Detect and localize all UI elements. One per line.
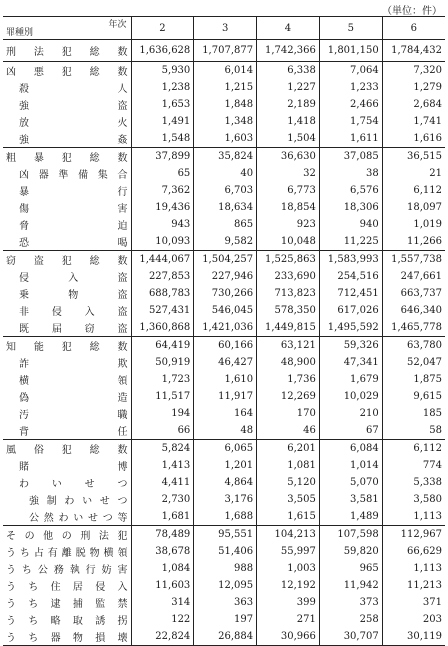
year-header: 2 — [131, 17, 194, 40]
table-row — [3, 594, 445, 611]
value-cell: 11,917 — [194, 388, 257, 405]
row-label: 刑 法 犯 総 数 — [3, 40, 131, 62]
value-cell: 10,048 — [257, 233, 320, 251]
table-row — [3, 182, 445, 199]
value-cell: 12,192 — [257, 577, 320, 594]
value-cell: 646,340 — [400, 305, 442, 316]
table-row — [3, 62, 445, 80]
value-cell: 6,576 — [319, 182, 382, 199]
value-cell: 1,707,877 — [194, 40, 257, 62]
table-row — [3, 457, 445, 474]
row-label: そ の 他 の 刑 法 犯 — [3, 526, 131, 544]
value-cell: 2,466 — [319, 96, 382, 113]
unit-note: （単位：件） — [382, 6, 442, 17]
table-row — [3, 577, 445, 594]
row-label: 詐 欺 — [3, 354, 131, 371]
value-cell: 2,730 — [131, 491, 194, 508]
value-cell: 988 — [194, 560, 257, 577]
value-cell: 203 — [422, 614, 442, 625]
value-cell: 943 — [131, 216, 194, 233]
value-cell: 227,853 — [131, 268, 194, 285]
table-body — [3, 40, 445, 646]
value-cell: 1,014 — [319, 457, 382, 474]
value-cell: 22,824 — [131, 628, 194, 646]
value-cell: 30,966 — [257, 628, 320, 646]
value-cell: 48,900 — [257, 354, 320, 371]
value-cell: 1,227 — [257, 79, 320, 96]
table-row — [3, 508, 445, 526]
table-row — [3, 199, 445, 216]
value-cell: 1,636,628 — [131, 40, 194, 62]
row-label: 非 侵 入 盗 — [3, 302, 131, 319]
table-row — [3, 422, 445, 440]
table-row — [3, 354, 445, 371]
row-label: 暴 行 — [3, 182, 131, 199]
value-cell: 1,449,815 — [257, 319, 320, 337]
year-header: 3 — [194, 17, 257, 40]
value-cell: 1,723 — [131, 371, 194, 388]
value-cell: 2,684 — [413, 99, 442, 110]
value-cell: 1,413 — [131, 457, 194, 474]
value-cell: 1,848 — [194, 96, 257, 113]
table-row — [3, 96, 445, 113]
value-cell: 1,681 — [131, 508, 194, 526]
table-row — [3, 268, 445, 285]
table-row — [3, 216, 445, 233]
value-cell: 63,780 — [382, 337, 445, 355]
corner-year-label: 年次 — [108, 20, 127, 30]
value-cell: 66 — [131, 422, 194, 440]
value-cell: 1,653 — [131, 96, 194, 113]
value-cell: 3,505 — [257, 491, 320, 508]
row-label: 凶器準備集合 — [3, 165, 131, 182]
value-cell: 11,266 — [407, 236, 442, 247]
value-cell: 399 — [257, 594, 320, 611]
row-label: 侵 入 盗 — [3, 268, 131, 285]
value-cell: 254,516 — [319, 268, 382, 285]
value-cell: 6,201 — [257, 440, 320, 458]
value-cell: 713,823 — [257, 285, 320, 302]
value-cell: 1,679 — [319, 371, 382, 388]
value-cell: 774 — [422, 460, 442, 471]
value-cell: 66,629 — [407, 546, 442, 557]
value-cell: 314 — [131, 594, 194, 611]
value-cell: 11,942 — [319, 577, 382, 594]
value-cell: 48 — [194, 422, 257, 440]
value-cell: 1,801,150 — [319, 40, 382, 62]
value-cell: 1,465,778 — [391, 322, 442, 333]
value-cell: 1,279 — [413, 82, 442, 93]
value-cell: 1,003 — [257, 560, 320, 577]
value-cell: 18,854 — [257, 199, 320, 216]
value-cell: 112,967 — [382, 526, 445, 544]
value-cell: 30,707 — [319, 628, 382, 646]
row-label: 偽 造 — [3, 388, 131, 405]
value-cell: 6,112 — [382, 440, 445, 458]
value-cell: 5,338 — [413, 477, 442, 488]
value-cell: 46,427 — [194, 354, 257, 371]
row-label: 乗 物 盗 — [3, 285, 131, 302]
row-label: 強 姦 — [3, 130, 131, 148]
value-cell: 1,081 — [257, 457, 320, 474]
value-cell: 11,225 — [319, 233, 382, 251]
value-cell: 35,824 — [194, 148, 257, 166]
row-label: う ち 略 取 誘 拐 — [3, 611, 131, 628]
row-label: う ち 逮 捕 監 禁 — [3, 594, 131, 611]
value-cell: 11,213 — [407, 580, 442, 591]
row-label: 横 領 — [3, 371, 131, 388]
value-cell: 7,064 — [319, 62, 382, 80]
value-cell: 1,611 — [319, 130, 382, 148]
row-label: 背 任 — [3, 422, 131, 440]
header-corner-cell — [3, 17, 131, 40]
value-cell: 247,661 — [400, 271, 442, 282]
table-row — [3, 474, 445, 491]
value-cell: 12,269 — [257, 388, 320, 405]
value-cell: 1,736 — [257, 371, 320, 388]
row-label: う ち 器 物 損 壊 — [3, 628, 131, 646]
row-label: 粗 暴 犯 総 数 — [3, 148, 131, 166]
value-cell: 19,436 — [131, 199, 194, 216]
value-cell: 1,489 — [319, 508, 382, 526]
value-cell: 1,418 — [257, 113, 320, 130]
value-cell: 18,306 — [319, 199, 382, 216]
table-row — [3, 79, 445, 96]
value-cell: 1,742,366 — [257, 40, 320, 62]
row-label: 知 能 犯 総 数 — [3, 337, 131, 355]
value-cell: 11,603 — [131, 577, 194, 594]
value-cell: 58 — [429, 425, 442, 436]
value-cell: 1,525,863 — [257, 251, 320, 269]
value-cell: 6,773 — [257, 182, 320, 199]
value-cell: 663,737 — [400, 288, 442, 299]
value-cell: 1,201 — [194, 457, 257, 474]
row-label: わ い せ つ — [3, 474, 131, 491]
row-label: 窃 盗 犯 総 数 — [3, 251, 131, 269]
row-label: 賭 博 — [3, 457, 131, 474]
table-row — [3, 130, 445, 148]
value-cell: 1,084 — [131, 560, 194, 577]
row-label: 凶 悪 犯 総 数 — [3, 62, 131, 80]
value-cell: 1,491 — [131, 113, 194, 130]
value-cell: 688,783 — [131, 285, 194, 302]
value-cell: 6,014 — [194, 62, 257, 80]
row-label: 傷 害 — [3, 199, 131, 216]
value-cell: 50,919 — [131, 354, 194, 371]
value-cell: 52,047 — [407, 357, 442, 368]
value-cell: 9,615 — [413, 391, 442, 402]
table-row — [3, 628, 445, 646]
value-cell: 865 — [194, 216, 257, 233]
row-label: 汚 職 — [3, 405, 131, 422]
table-row — [3, 388, 445, 405]
value-cell: 3,580 — [413, 494, 442, 505]
table-row — [3, 40, 445, 62]
value-cell: 5,070 — [319, 474, 382, 491]
row-label: 既 届 窃 盗 — [3, 319, 131, 337]
value-cell: 95,551 — [194, 526, 257, 544]
value-cell: 1,444,067 — [131, 251, 194, 269]
table-row — [3, 491, 445, 508]
value-cell: 7,362 — [131, 182, 194, 199]
row-label: うち占有離脱物横領 — [3, 543, 131, 560]
value-cell: 940 — [319, 216, 382, 233]
value-cell: 1,784,432 — [382, 40, 445, 62]
row-label: 強制わいせつ — [3, 491, 131, 508]
value-cell: 26,884 — [194, 628, 257, 646]
crime-statistics-table — [3, 16, 445, 646]
table-row — [3, 440, 445, 458]
value-cell: 2,189 — [257, 96, 320, 113]
value-cell: 6,338 — [257, 62, 320, 80]
value-cell: 10,029 — [319, 388, 382, 405]
value-cell: 5,824 — [131, 440, 194, 458]
value-cell: 46 — [257, 422, 320, 440]
value-cell: 63,121 — [257, 337, 320, 355]
value-cell: 578,350 — [257, 302, 320, 319]
value-cell: 60,166 — [194, 337, 257, 355]
value-cell: 1,215 — [194, 79, 257, 96]
value-cell: 59,820 — [319, 543, 382, 560]
value-cell: 210 — [319, 405, 382, 422]
row-label: 強 盗 — [3, 96, 131, 113]
year-header: 5 — [319, 17, 382, 40]
value-cell: 6,065 — [194, 440, 257, 458]
value-cell: 38 — [319, 165, 382, 182]
value-cell: 1,603 — [194, 130, 257, 148]
value-cell: 1,360,868 — [131, 319, 194, 337]
value-cell: 4,864 — [194, 474, 257, 491]
table-row — [3, 543, 445, 560]
value-cell: 5,930 — [131, 62, 194, 80]
value-cell: 1,233 — [319, 79, 382, 96]
value-cell: 9,582 — [194, 233, 257, 251]
value-cell: 47,341 — [319, 354, 382, 371]
value-cell: 7,320 — [382, 62, 445, 80]
value-cell: 170 — [257, 405, 320, 422]
value-cell: 6,703 — [194, 182, 257, 199]
table-row — [3, 233, 445, 251]
row-label: 殺 人 — [3, 79, 131, 96]
table-row — [3, 251, 445, 269]
value-cell: 1,616 — [413, 133, 442, 144]
value-cell: 527,431 — [131, 302, 194, 319]
row-label: 脅 迫 — [3, 216, 131, 233]
value-cell: 546,045 — [194, 302, 257, 319]
value-cell: 18,634 — [194, 199, 257, 216]
value-cell: 712,451 — [319, 285, 382, 302]
value-cell: 1,688 — [194, 508, 257, 526]
table-row — [3, 319, 445, 337]
value-cell: 371 — [422, 597, 442, 608]
value-cell: 38,678 — [131, 543, 194, 560]
value-cell: 1,113 — [413, 511, 442, 522]
row-label: うち公務執行妨害 — [3, 560, 131, 577]
value-cell: 363 — [194, 594, 257, 611]
value-cell: 10,093 — [131, 233, 194, 251]
value-cell: 1,238 — [131, 79, 194, 96]
value-cell: 78,489 — [131, 526, 194, 544]
table-row — [3, 337, 445, 355]
value-cell: 3,581 — [319, 491, 382, 508]
table-row — [3, 560, 445, 577]
value-cell: 37,899 — [131, 148, 194, 166]
value-cell: 227,946 — [194, 268, 257, 285]
table-row — [3, 371, 445, 388]
value-cell: 164 — [194, 405, 257, 422]
value-cell: 1,754 — [319, 113, 382, 130]
year-header: 4 — [257, 17, 320, 40]
row-label: う ち 住 居 侵 入 — [3, 577, 131, 594]
row-label: 恐 喝 — [3, 233, 131, 251]
row-label: 放 火 — [3, 113, 131, 130]
table-row — [3, 113, 445, 130]
value-cell: 1,741 — [413, 116, 442, 127]
value-cell: 32 — [257, 165, 320, 182]
value-cell: 122 — [131, 611, 194, 628]
value-cell: 185 — [422, 408, 442, 419]
value-cell: 107,598 — [319, 526, 382, 544]
value-cell: 271 — [257, 611, 320, 628]
value-cell: 5,120 — [257, 474, 320, 491]
year-header: 6 — [410, 22, 418, 34]
value-cell: 30,119 — [382, 628, 445, 646]
value-cell: 373 — [319, 594, 382, 611]
value-cell: 1,113 — [413, 563, 442, 574]
value-cell: 965 — [319, 560, 382, 577]
value-cell: 730,266 — [194, 285, 257, 302]
table-row — [3, 405, 445, 422]
value-cell: 51,406 — [194, 543, 257, 560]
value-cell: 1,610 — [194, 371, 257, 388]
value-cell: 37,085 — [319, 148, 382, 166]
value-cell: 67 — [319, 422, 382, 440]
value-cell: 18,097 — [407, 202, 442, 213]
value-cell: 55,997 — [257, 543, 320, 560]
value-cell: 1,548 — [131, 130, 194, 148]
table-row — [3, 148, 445, 166]
value-cell: 923 — [257, 216, 320, 233]
table-row — [3, 165, 445, 182]
value-cell: 258 — [319, 611, 382, 628]
value-cell: 40 — [194, 165, 257, 182]
table-row — [3, 302, 445, 319]
value-cell: 1,504,257 — [194, 251, 257, 269]
value-cell: 194 — [131, 405, 194, 422]
value-cell: 12,095 — [194, 577, 257, 594]
value-cell: 1,348 — [194, 113, 257, 130]
value-cell: 4,411 — [131, 474, 194, 491]
value-cell: 233,690 — [257, 268, 320, 285]
value-cell: 36,515 — [382, 148, 445, 166]
value-cell: 104,213 — [257, 526, 320, 544]
table-header-row — [3, 17, 445, 40]
table-row — [3, 611, 445, 628]
value-cell: 11,517 — [131, 388, 194, 405]
row-label: 風 俗 犯 総 数 — [3, 440, 131, 458]
value-cell: 1,583,993 — [319, 251, 382, 269]
value-cell: 1,504 — [257, 130, 320, 148]
value-cell: 36,630 — [257, 148, 320, 166]
value-cell: 1,557,738 — [382, 251, 445, 269]
value-cell: 6,112 — [413, 185, 442, 196]
value-cell: 1,019 — [413, 219, 442, 230]
value-cell: 197 — [194, 611, 257, 628]
value-cell: 617,026 — [319, 302, 382, 319]
corner-category-label: 罪種別 — [6, 28, 34, 38]
value-cell: 1,615 — [257, 508, 320, 526]
table-row — [3, 526, 445, 544]
value-cell: 1,495,592 — [319, 319, 382, 337]
row-label: 公然わいせつ等 — [3, 508, 131, 526]
value-cell: 59,326 — [319, 337, 382, 355]
value-cell: 3,176 — [194, 491, 257, 508]
value-cell: 65 — [131, 165, 194, 182]
value-cell: 21 — [429, 168, 442, 179]
value-cell: 6,084 — [319, 440, 382, 458]
value-cell: 1,875 — [413, 374, 442, 385]
value-cell: 64,419 — [131, 337, 194, 355]
table-row — [3, 285, 445, 302]
value-cell: 1,421,036 — [194, 319, 257, 337]
